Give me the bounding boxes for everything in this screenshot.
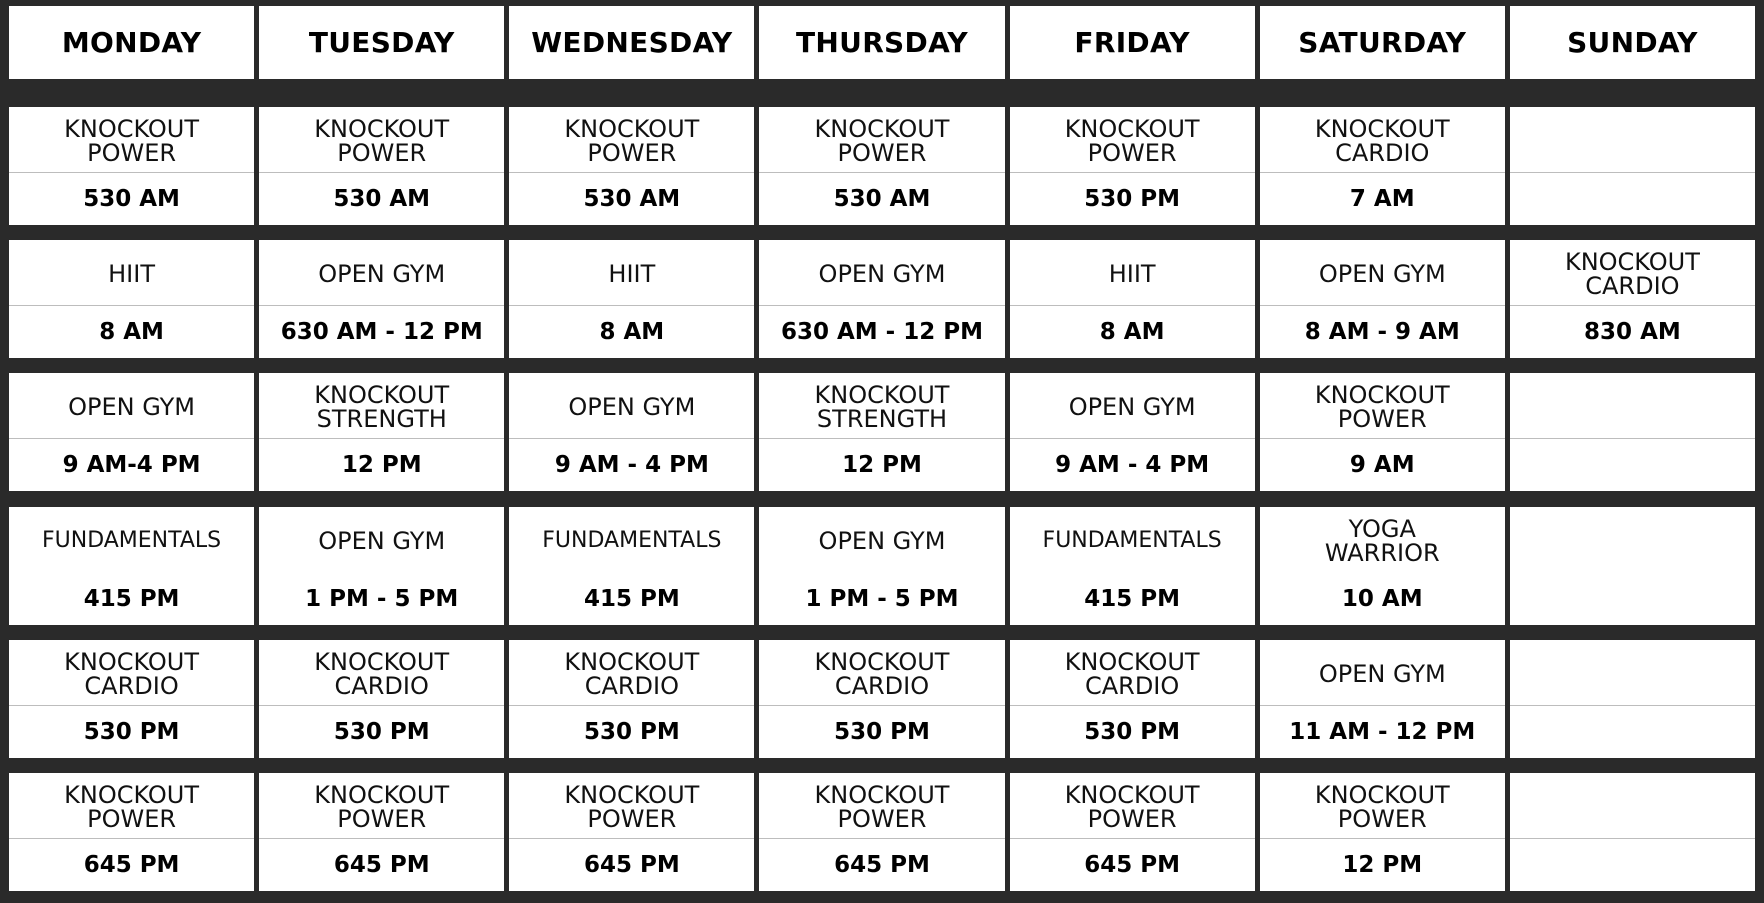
class-time: 530 PM xyxy=(834,719,930,745)
class-slot-friday xyxy=(1010,773,1255,891)
class-slot-wednesday xyxy=(509,373,754,491)
class-name: KNOCKOUT POWER xyxy=(9,107,254,173)
class-name: KNOCKOUT CARDIO xyxy=(759,640,1004,706)
class-time: 12 PM xyxy=(842,452,922,478)
class-time: 10 AM xyxy=(1341,586,1423,612)
class-name: KNOCKOUT STRENGTH xyxy=(759,373,1004,439)
class-name: OPEN GYM xyxy=(318,527,446,555)
class-slot-thursday xyxy=(759,507,1004,625)
class-slot-wednesday xyxy=(509,240,754,358)
day-header-row xyxy=(9,6,1755,79)
day-header-saturday: SATURDAY xyxy=(1260,6,1505,79)
class-slot-friday xyxy=(1010,107,1255,225)
day-header-tuesday: TUESDAY xyxy=(259,6,504,79)
class-time xyxy=(1510,173,1755,225)
class-time: 12 PM xyxy=(341,452,422,478)
class-slot-saturday xyxy=(1260,773,1505,891)
class-slot-monday xyxy=(9,107,254,225)
class-name: KNOCKOUT POWER xyxy=(509,107,754,173)
class-name xyxy=(1510,507,1755,573)
class-slot-wednesday xyxy=(509,507,754,625)
class-time: 530 PM xyxy=(1084,719,1181,745)
class-time: 630 AM - 12 PM xyxy=(280,319,483,345)
class-name xyxy=(1510,640,1755,706)
class-time: 9 AM - 4 PM xyxy=(1055,452,1210,478)
day-header-friday: FRIDAY xyxy=(1010,6,1255,79)
class-slot-saturday xyxy=(1260,640,1505,758)
class-slot-sunday xyxy=(1510,640,1755,758)
class-slot-friday xyxy=(1010,240,1255,358)
class-name: FUNDAMENTALS xyxy=(1042,528,1222,553)
class-time: 530 PM xyxy=(333,719,430,745)
class-time: 8 AM - 9 AM xyxy=(1304,319,1460,345)
class-name: FUNDAMENTALS xyxy=(41,528,222,553)
class-time: 1 PM - 5 PM xyxy=(805,586,959,612)
class-name: KNOCKOUT POWER xyxy=(259,773,504,839)
class-name: OPEN GYM xyxy=(259,240,504,306)
class-time: 645 PM xyxy=(834,852,930,878)
class-slot-monday xyxy=(9,640,254,758)
class-name: KNOCKOUT POWER xyxy=(759,773,1004,839)
class-slot-sunday xyxy=(1510,773,1755,891)
schedule-row xyxy=(9,640,1755,758)
schedule-row xyxy=(9,773,1755,891)
class-time: 630 AM - 12 PM xyxy=(780,319,983,345)
class-time: 9 AM - 4 PM xyxy=(554,452,709,478)
class-name: KNOCKOUT POWER xyxy=(1260,373,1505,439)
class-time xyxy=(1510,439,1755,491)
class-name: YOGA WARRIOR xyxy=(1324,515,1440,567)
class-name: KNOCKOUT POWER xyxy=(1260,773,1505,839)
class-time: 530 AM xyxy=(83,186,180,212)
class-slot-tuesday xyxy=(259,640,504,758)
class-name: OPEN GYM xyxy=(759,240,1004,306)
class-time: 830 AM xyxy=(1584,319,1681,345)
class-time: 530 AM xyxy=(333,186,431,212)
class-slot-sunday xyxy=(1510,373,1755,491)
day-header-sunday: SUNDAY xyxy=(1510,6,1755,79)
class-time: 8 AM xyxy=(1099,319,1165,345)
class-name xyxy=(1510,773,1755,839)
class-name: OPEN GYM xyxy=(1260,240,1505,306)
class-slot-tuesday xyxy=(259,240,504,358)
class-time xyxy=(1510,706,1755,758)
class-time: 1 PM - 5 PM xyxy=(305,586,459,612)
class-name: KNOCKOUT POWER xyxy=(9,773,254,839)
class-name: HIIT xyxy=(509,240,754,306)
class-time: 645 PM xyxy=(333,852,430,878)
class-name: KNOCKOUT CARDIO xyxy=(1260,107,1505,173)
class-name: KNOCKOUT POWER xyxy=(509,773,754,839)
class-slot-tuesday xyxy=(259,507,504,625)
class-slot-monday xyxy=(9,373,254,491)
class-slot-wednesday xyxy=(509,773,754,891)
class-slot-sunday xyxy=(1510,507,1755,625)
class-time: 9 AM xyxy=(1349,452,1415,478)
class-slot-wednesday xyxy=(509,107,754,225)
class-time: 530 PM xyxy=(83,719,180,745)
class-slot-tuesday xyxy=(259,107,504,225)
class-slot-thursday xyxy=(759,640,1004,758)
class-time: 415 PM xyxy=(83,586,180,612)
class-slot-saturday xyxy=(1260,373,1505,491)
class-time xyxy=(1510,573,1755,625)
class-time: 645 PM xyxy=(83,852,180,878)
class-time: 645 PM xyxy=(1084,852,1181,878)
class-time: 530 AM xyxy=(833,186,931,212)
class-name: OPEN GYM xyxy=(1260,640,1505,706)
class-name: KNOCKOUT CARDIO xyxy=(1010,640,1255,706)
class-name: OPEN GYM xyxy=(9,373,254,439)
class-name: KNOCKOUT POWER xyxy=(259,107,504,173)
class-time: 415 PM xyxy=(1084,586,1181,612)
day-header-thursday: THURSDAY xyxy=(759,6,1004,79)
class-slot-saturday xyxy=(1260,107,1505,225)
day-header-wednesday: WEDNESDAY xyxy=(509,6,754,79)
class-slot-sunday xyxy=(1510,107,1755,225)
class-slot-monday xyxy=(9,240,254,358)
class-name: KNOCKOUT CARDIO xyxy=(9,640,254,706)
class-time: 9 AM-4 PM xyxy=(62,452,201,478)
class-slot-thursday xyxy=(759,107,1004,225)
class-name: OPEN GYM xyxy=(818,527,946,555)
class-slot-thursday xyxy=(759,773,1004,891)
class-slot-monday xyxy=(9,773,254,891)
class-slot-friday xyxy=(1010,373,1255,491)
class-time: 645 PM xyxy=(583,852,680,878)
class-slot-friday xyxy=(1010,507,1255,625)
class-name xyxy=(1510,373,1755,439)
class-name: FUNDAMENTALS xyxy=(542,528,722,553)
class-time: 7 AM xyxy=(1349,186,1415,212)
class-time: 530 PM xyxy=(1084,186,1181,212)
class-name xyxy=(1510,107,1755,173)
class-time: 8 AM xyxy=(99,319,164,345)
class-name: KNOCKOUT STRENGTH xyxy=(259,373,504,439)
class-time: 8 AM xyxy=(599,319,665,345)
class-name: OPEN GYM xyxy=(1010,373,1255,439)
schedule-row xyxy=(9,373,1755,491)
schedule-row xyxy=(9,507,1755,625)
class-slot-thursday xyxy=(759,240,1004,358)
class-name: KNOCKOUT POWER xyxy=(1010,773,1255,839)
class-time: 415 PM xyxy=(583,586,680,612)
class-name: KNOCKOUT POWER xyxy=(759,107,1004,173)
class-time xyxy=(1510,839,1755,891)
schedule-row xyxy=(9,107,1755,225)
class-slot-sunday xyxy=(1510,240,1755,358)
class-name: HIIT xyxy=(9,240,254,306)
class-slot-tuesday xyxy=(259,773,504,891)
class-slot-saturday xyxy=(1260,240,1505,358)
class-slot-tuesday xyxy=(259,373,504,491)
class-time: 11 AM - 12 PM xyxy=(1289,719,1476,745)
class-name: KNOCKOUT CARDIO xyxy=(259,640,504,706)
class-time: 530 AM xyxy=(583,186,681,212)
class-time: 12 PM xyxy=(1342,852,1423,878)
schedule-row xyxy=(9,240,1755,358)
class-slot-thursday xyxy=(759,373,1004,491)
class-slot-saturday xyxy=(1260,507,1505,625)
class-slot-wednesday xyxy=(509,640,754,758)
class-slot-friday xyxy=(1010,640,1255,758)
class-name: KNOCKOUT CARDIO xyxy=(509,640,754,706)
day-header-monday: MONDAY xyxy=(9,6,254,79)
class-name: KNOCKOUT CARDIO xyxy=(1510,240,1755,306)
class-name: KNOCKOUT POWER xyxy=(1010,107,1255,173)
class-slot-monday xyxy=(9,507,254,625)
class-time: 530 PM xyxy=(583,719,680,745)
class-name: HIIT xyxy=(1010,240,1255,306)
class-name: OPEN GYM xyxy=(509,373,754,439)
